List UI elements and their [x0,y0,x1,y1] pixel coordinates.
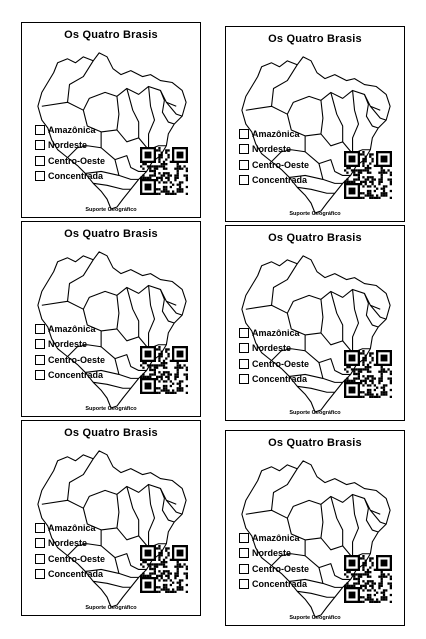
legend-checkbox[interactable] [239,129,249,139]
legend-checkbox[interactable] [239,328,249,338]
card-title: Os Quatro Brasis [64,29,158,41]
legend-item-amazonica [239,530,309,545]
worksheet-card [21,221,201,417]
worksheet-card [225,225,405,421]
legend-checkbox[interactable] [35,156,45,166]
legend-item-concentrada [35,169,105,184]
legend-label: Centro-Oeste [252,358,310,369]
card-footer: Suporte Geográfico [85,207,137,213]
card-footer: Suporte Geográfico [289,211,341,217]
qr-code-icon [344,350,392,402]
qr-code-icon [140,346,188,398]
legend-label: Centro-Oeste [48,553,106,564]
legend-item-amazonica [239,126,309,141]
legend-checkbox[interactable] [35,370,45,380]
legend-label: Concentrada [48,569,104,579]
legend-checkbox[interactable] [35,324,45,334]
legend-item-concentrada [35,368,105,383]
legend-checkbox[interactable] [239,175,249,185]
legend-label: Amazônica [48,522,96,533]
qr-code-icon [344,151,392,203]
card-title: Os Quatro Brasis [268,437,362,449]
card-footer: Suporte Geográfico [85,406,137,412]
legend-item-centro-oeste [35,153,105,168]
worksheet-card [21,420,201,616]
legend-checkbox[interactable] [239,144,249,154]
legend-checkbox[interactable] [239,579,249,589]
legend-checkbox[interactable] [239,548,249,558]
legend-item-amazonica [35,321,105,336]
legend-item-amazonica [35,122,105,137]
legend [35,321,105,383]
legend-label: Centro-Oeste [252,563,310,574]
legend-item-concentrada [239,173,309,188]
legend-label: Nordeste [252,144,292,154]
legend-item-nordeste [35,138,105,153]
legend-checkbox[interactable] [239,359,249,369]
legend-checkbox[interactable] [239,343,249,353]
legend-checkbox[interactable] [35,523,45,533]
legend-label: Nordeste [252,343,292,353]
legend-item-centro-oeste [239,561,309,576]
legend-label: Concentrada [252,175,308,185]
legend-checkbox[interactable] [35,125,45,135]
legend-label: Centro-Oeste [48,354,106,365]
legend-checkbox[interactable] [35,339,45,349]
legend-item-concentrada [239,372,309,387]
legend-item-centro-oeste [35,352,105,367]
card-footer: Suporte Geográfico [85,605,137,611]
legend-label: Centro-Oeste [48,155,106,166]
card-title: Os Quatro Brasis [268,33,362,45]
legend-item-nordeste [239,341,309,356]
legend-label: Concentrada [48,171,104,181]
legend-item-amazonica [239,325,309,340]
worksheet-card [21,22,201,218]
worksheet-card [225,430,405,626]
legend-label: Concentrada [252,579,308,589]
legend-label: Nordeste [252,548,292,558]
card-footer: Suporte Geográfico [289,615,341,621]
card-title: Os Quatro Brasis [64,427,158,439]
legend-label: Amazônica [252,327,300,338]
legend [239,126,309,188]
legend-item-centro-oeste [35,551,105,566]
legend-item-amazonica [35,520,105,535]
legend-checkbox[interactable] [35,569,45,579]
legend-label: Nordeste [48,538,88,548]
qr-code-icon [344,555,392,607]
legend-item-concentrada [35,567,105,582]
legend-label: Amazônica [252,128,300,139]
legend-label: Concentrada [48,370,104,380]
legend-label: Amazônica [252,532,300,543]
legend-label: Amazônica [48,124,96,135]
qr-code-icon [140,147,188,199]
card-footer: Suporte Geográfico [289,410,341,416]
legend-item-nordeste [239,546,309,561]
legend-item-concentrada [239,577,309,592]
card-title: Os Quatro Brasis [64,228,158,240]
legend-checkbox[interactable] [35,171,45,181]
worksheet-card [225,26,405,222]
legend-label: Concentrada [252,374,308,384]
legend-item-nordeste [35,536,105,551]
legend-checkbox[interactable] [35,554,45,564]
legend-label: Centro-Oeste [252,159,310,170]
legend-item-centro-oeste [239,157,309,172]
legend-item-centro-oeste [239,356,309,371]
legend [239,530,309,592]
legend-checkbox[interactable] [239,374,249,384]
legend-label: Nordeste [48,140,88,150]
card-title: Os Quatro Brasis [268,232,362,244]
legend-checkbox[interactable] [239,160,249,170]
legend-checkbox[interactable] [239,533,249,543]
legend-item-nordeste [35,337,105,352]
legend [35,122,105,184]
qr-code-icon [140,545,188,597]
legend [239,325,309,387]
legend-label: Nordeste [48,339,88,349]
legend-checkbox[interactable] [239,564,249,574]
legend-checkbox[interactable] [35,355,45,365]
legend-item-nordeste [239,142,309,157]
legend-checkbox[interactable] [35,140,45,150]
legend-checkbox[interactable] [35,538,45,548]
legend-label: Amazônica [48,323,96,334]
legend [35,520,105,582]
